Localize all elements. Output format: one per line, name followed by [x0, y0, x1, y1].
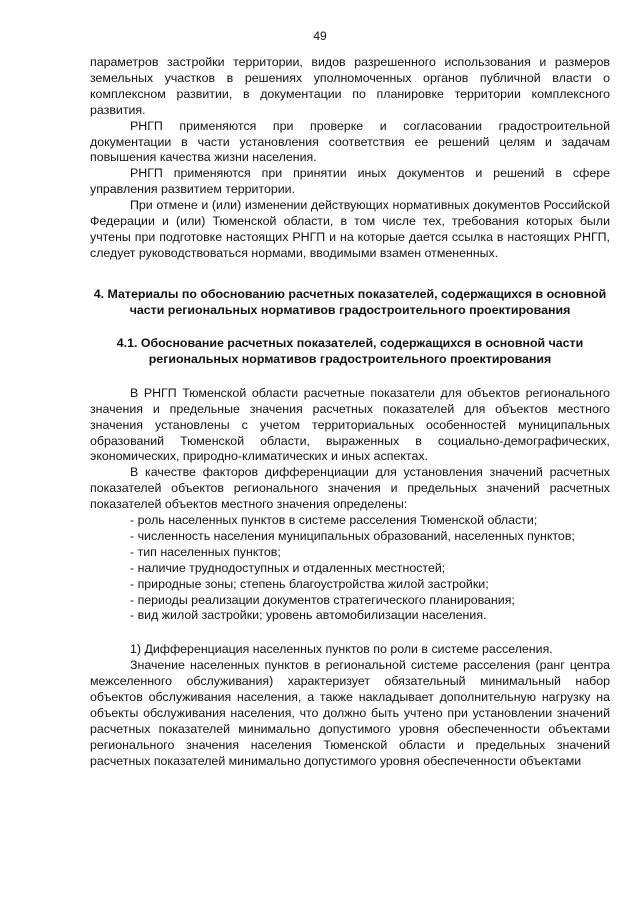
subsection-heading: 4.1. Обоснование расчетных показателей, содержащихся в основной части региональных нормативов градостроительного проектирования	[116, 335, 584, 367]
list-item: - тип населенных пунктов;	[130, 544, 281, 559]
list-item: - периоды реализации документов стратегического планирования;	[130, 592, 515, 607]
document-body	[90, 55, 610, 770]
paragraph: РНГП применяются при принятии иных документов и решений в сфере управления развитием территории.	[90, 166, 610, 197]
paragraph: Значение населенных пунктов в региональной системе расселения (ранг центра межселенного обслуживания) характеризует обязательный минимальный набор объектов обслуживания населения, а также накладывает дополнительную нагрузку на объекты обслуживания населения, что должно быть учтено при установлении значений расчетных показателей минимально допустимого уровня обеспеченности объектами регионального значения населения Тюменской области и предельных значений расчетных показателей минимально допустимого уровня обеспеченности объектами	[90, 658, 610, 768]
page-number: 49	[313, 29, 327, 43]
paragraph: В РНГП Тюменской области расчетные показатели для объектов регионального значения и предельные значения расчетных показателей для объектов местного значения установлены с учетом территориальных особенностей муниципальных образований Тюменской области, выраженных в социально-демографических, экономических, природно-климатических и иных аспектах.	[90, 385, 610, 464]
paragraph: При отмене и (или) изменении действующих нормативных документов Российской Федерации и (или) Тюменской области, в том числе тех, требования которых были учтены при подготовке настоящих РНГП и на которые дается ссылка в настоящих РНГП, следует руководствоваться нормами, вводимыми взамен отмененных.	[90, 198, 610, 260]
list-item: - наличие труднодоступных и отдаленных местностей;	[130, 560, 446, 575]
list-item: - вид жилой застройки; уровень автомобилизации населения.	[130, 608, 487, 623]
list-item: - природные зоны; степень благоустройства жилой застройки;	[130, 576, 489, 591]
list-item: - численность населения муниципальных образований, населенных пунктов;	[130, 528, 575, 543]
paragraph: РНГП применяются при проверке и согласовании градостроительной документации в части установления соответствия ее решений целям и задачам повышения качества жизни населения.	[90, 118, 610, 165]
paragraph: параметров застройки территории, видов разрешенного использования и размеров земельных участков в решениях уполномоченных органов публичной власти о комплексном развитии, в документации по планировке территории комплексного развития.	[90, 55, 610, 117]
paragraph: В качестве факторов дифференциации для установления значений расчетных показателей объектов регионального значения и предельных значений расчетных показателей объектов местного значения определены:	[90, 465, 610, 512]
list-item: - роль населенных пунктов в системе расселения Тюменской области;	[130, 513, 538, 528]
paragraph: 1) Дифференциация населенных пунктов по роли в системе расселения.	[130, 642, 553, 657]
section-heading: 4. Материалы по обоснованию расчетных показателей, содержащихся в основной части региональных нормативов градостроительного проектирования	[93, 286, 607, 318]
